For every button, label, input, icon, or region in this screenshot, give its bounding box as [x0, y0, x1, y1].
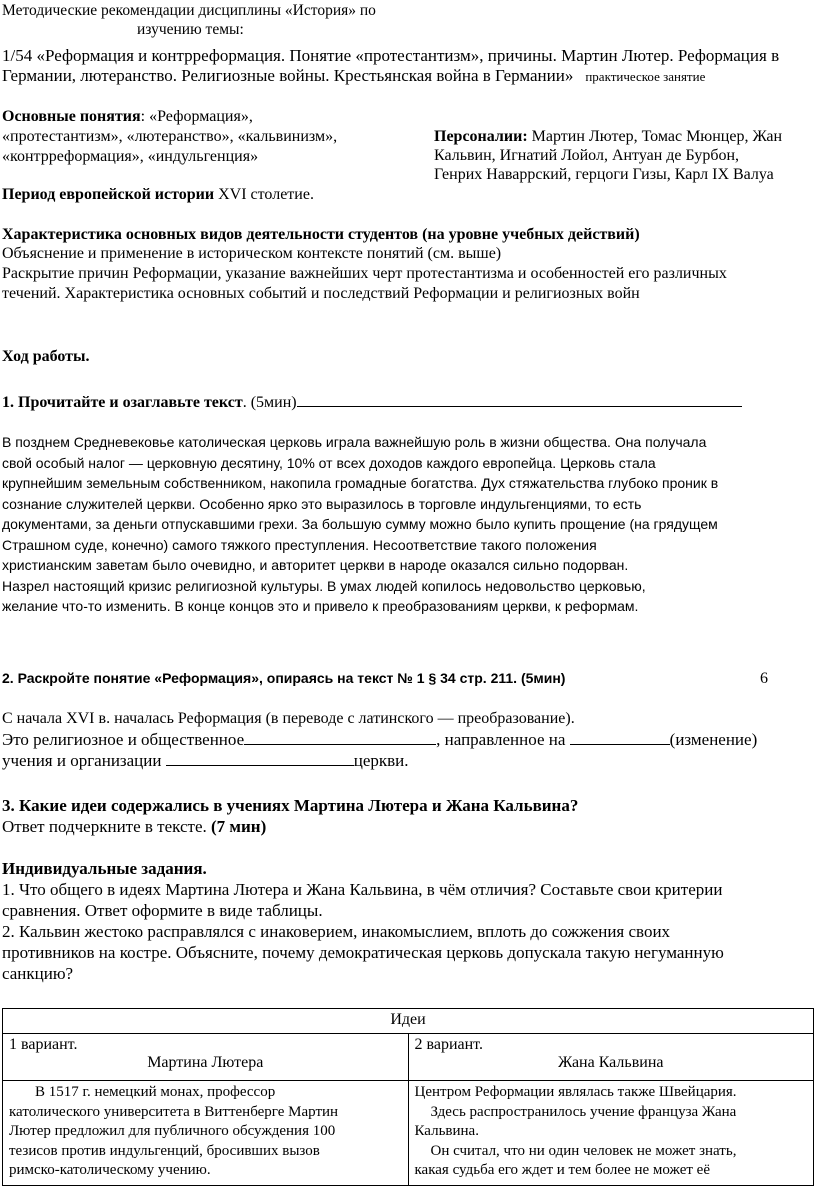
task1-text: [2, 432, 718, 617]
task3-line2: Ответ подчеркните в тексте. (7 мин): [2, 817, 267, 836]
topic-line2-main: Германии, лютеранство. Религиозные войны. Крестьянская война в Германии»: [2, 66, 574, 85]
table-col1-text-line: католического университета в Виттенберге Мартин: [9, 1103, 339, 1120]
table-col1-text-line: Лютер предложил для публичного обсуждения 100: [9, 1123, 336, 1139]
period-label: Период европейской истории: [2, 186, 215, 203]
table-col1-name: Мартина Лютера: [147, 1054, 264, 1071]
period-value: XVI столетие.: [214, 186, 314, 203]
task1-text-line: Назрел настоящий кризис религиозной культуры. В умах людей копилось недовольство церковью,: [2, 577, 646, 594]
doc-header-line1: Методические рекомендации дисциплины «История» по: [2, 2, 376, 19]
table-col1-variant: 1 вариант.: [9, 1036, 78, 1053]
table-col1-text: [3, 1081, 409, 1186]
table-col2-text: [408, 1081, 814, 1186]
table-col1-text-line: В 1517 г. немецкий монах, профессор: [35, 1084, 276, 1100]
persons-line1: [434, 128, 782, 146]
task1-text-line: крупнейшим земельным собственником, накопила громадные богатства. Дух стяжательства глубоко проник в: [2, 475, 719, 491]
task2-line2: Это религиозное и общественное , направленное на (изменение): [2, 730, 758, 749]
individual-item2-line3: санкцию?: [2, 964, 74, 983]
topic-line1: 1/54 «Реформация и контрреформация. Понятие «протестантизм», причины. Мартин Лютер. Реформация в: [2, 46, 780, 65]
task2-blank-3[interactable]: [166, 751, 354, 766]
task2-line3: учения и организации церкви.: [2, 751, 409, 770]
task1-title-line: [2, 392, 742, 412]
table-col1-text-line: тезисов против индульгенций, бросивших вызов: [9, 1142, 320, 1159]
topic-line2: [2, 66, 705, 86]
concepts-line3: «контрреформация», «индульгенция»: [2, 148, 259, 165]
concepts-line1-rest: : «Реформация»,: [140, 108, 253, 125]
task1-title: 1. Прочитайте и озаглавьте текст: [2, 394, 243, 411]
task1-text-line: желание что-то изменить. В конце концов это и привело к преобразованиям церкви, к реформам.: [2, 598, 639, 614]
task1-time: . (5мин): [242, 394, 297, 411]
table-col2-variant: 2 вариант.: [414, 1036, 483, 1053]
task1-text-line: документами, за деньги отпускавшими грехи. За большую сумму можно было купить прощение (на грядущем: [2, 516, 718, 532]
activities-heading: Характеристика основных видов деятельности студентов (на уровне учебных действий): [2, 226, 640, 243]
individual-item2-line2: противников на костре. Объясните, почему демократическая церковь допускала такую негуманную: [2, 943, 724, 962]
table-col2-text-line: Здесь распространилось учение француза Жана: [430, 1103, 737, 1120]
period-line: [2, 186, 314, 204]
persons-line2: Кальвин, Игнатий Лойол, Антуан де Бурбон,: [434, 147, 740, 164]
table-col2-text-line: Кальвина.: [414, 1123, 479, 1139]
ideas-comparison-table: [2, 1008, 814, 1186]
task1-text-line: Страшном суде, конечно) самого тяжкого преступления. Несоответствие такого положения: [2, 536, 597, 553]
task1-text-line: свой особый налог — церковную десятину, 10% от всех доходов каждого европейца. Церковь стала: [2, 454, 656, 471]
page-number: 6: [760, 670, 768, 687]
persons-line1-rest: Мартин Лютер, Томас Мюнцер, Жан: [527, 128, 783, 145]
activities-line3: течений. Характеристика основных событий и последствий Реформации и религиозных войн: [2, 285, 640, 302]
concepts-label: Основные понятия: [2, 108, 141, 125]
task1-text-line: В позднем Средневековье католическая церковь играла важнейшую роль в жизни общества. Она получала: [2, 434, 707, 450]
table-col1-head: [3, 1034, 409, 1081]
table-col2-text-line: какая судьба его ждет и тем более не может её: [414, 1162, 710, 1178]
concepts-line2: «протестантизм», «лютеранство», «кальвинизм»,: [2, 128, 338, 145]
activities-line1: Объяснение и применение в историческом контексте понятий (см. выше): [2, 245, 502, 262]
table-col2-text-line: Он считал, что ни один человек не может знать,: [430, 1142, 737, 1159]
individual-heading: Индивидуальные задания.: [2, 859, 207, 878]
table-col2-name: Жана Кальвина: [558, 1054, 664, 1071]
task2-title: 2. Раскройте понятие «Реформация», опираясь на текст № 1 § 34 стр. 211. (5мин): [2, 670, 566, 686]
table-col2-head: [408, 1034, 814, 1081]
task2-blank-2[interactable]: [570, 730, 670, 745]
task1-title-answer-blank[interactable]: [297, 392, 742, 407]
lesson-type-note: практическое занятие: [585, 69, 706, 84]
task2-line1: С начала XVI в. началась Реформация (в переводе с латинского — преобразование).: [2, 710, 575, 727]
table-col2-text-line: Центром Реформации являлась также Швейцария.: [414, 1084, 737, 1100]
activities-line2: Раскрытие причин Реформации, указание важнейших черт протестантизма и особенностей его различных: [2, 265, 727, 282]
task1-text-line: христианским заветам было очевидно, и авторитет церкви в народе оказался сильно подорван.: [2, 557, 629, 573]
individual-item1-line1: 1. Что общего в идеях Мартина Лютера и Жана Кальвина, в чём отличия? Составьте свои критерии: [2, 880, 723, 899]
task2-blank-1[interactable]: [244, 730, 436, 745]
persons-label: Персоналии:: [434, 128, 528, 145]
task1-text-line: сознание служителей церкви. Особенно ярко это выразилось в торговле индульгенциями, то есть: [2, 495, 642, 512]
doc-header-line2: изучению темы:: [137, 21, 244, 38]
table-col1-text-line: римско-католическому учению.: [9, 1162, 211, 1178]
table-header-ideas: Идеи: [3, 1009, 814, 1034]
workflow-heading: Ход работы.: [2, 348, 90, 365]
concepts-line1: [2, 108, 253, 126]
persons-line3: Генрих Наваррский, герцоги Гизы, Карл IX Валуа: [434, 166, 774, 183]
individual-item2-line1: 2. Кальвин жестоко расправлялся с инаковерием, инакомыслием, вплоть до сожжения своих: [2, 922, 671, 941]
task3-title: 3. Какие идеи содержались в учениях Мартина Лютера и Жана Кальвина?: [2, 796, 579, 815]
individual-item1-line2: сравнения. Ответ оформите в виде таблицы.: [2, 901, 323, 920]
